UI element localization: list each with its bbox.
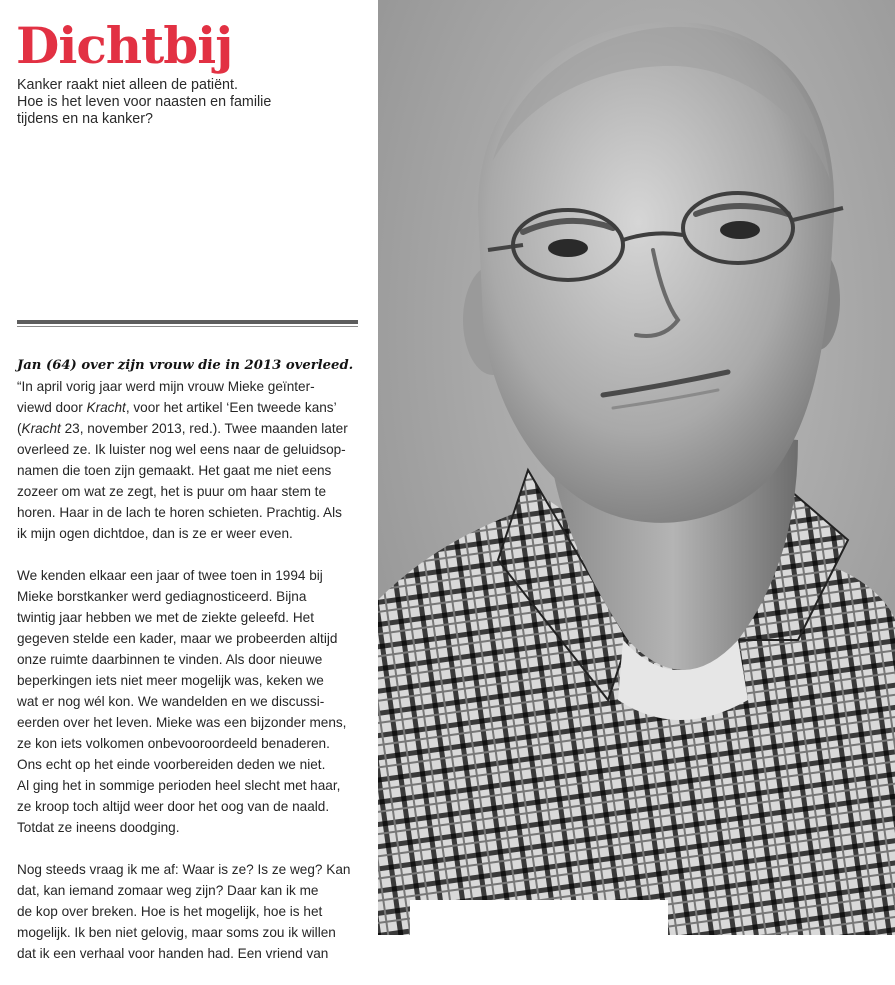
text-line: ik mijn ogen dichtdoe, dan is ze er weer even. — [17, 526, 293, 541]
text-line: Totdat ze ineens doodging. — [17, 820, 180, 835]
magazine-name: Kracht — [21, 421, 61, 436]
text-line: beperkingen iets niet meer mogelijk was, keken we — [17, 673, 324, 688]
text-line: onze ruimte daarbinnen te vinden. Als door nieuwe — [17, 652, 323, 667]
paragraph-3 — [17, 859, 367, 964]
portrait-illustration — [378, 0, 895, 935]
text-line: eerden over het leven. Mieke was een bijzonder mens, — [17, 715, 347, 730]
text-line: dat ik een verhaal voor handen had. Een vriend van — [17, 946, 329, 961]
text-line: Nog steeds vraag ik me af: Waar is ze? Is ze weg? Kan — [17, 862, 351, 877]
text-line: mogelijk. Ik ben niet gelovig, maar soms zou ik willen — [17, 925, 336, 940]
magazine-name: Kracht — [86, 400, 126, 415]
caption-placeholder — [410, 900, 668, 935]
section-title: Dichtbij — [16, 16, 233, 75]
text-line: We kenden elkaar een jaar of twee toen in 1994 bij — [17, 568, 323, 583]
article-body — [17, 355, 367, 985]
text-line: de kop over breken. Hoe is het mogelijk, hoe is het — [17, 904, 323, 919]
paragraph-1 — [17, 376, 367, 544]
text-line: zozeer om wat ze zegt, het is puur om haar stem te — [17, 484, 327, 499]
text-line: Al ging het in sommige perioden heel slecht met haar, — [17, 778, 341, 793]
portrait-photo — [378, 0, 895, 935]
text-line: namen die toen zijn gemaakt. Het gaat me niet eens — [17, 463, 332, 478]
text-line: Ons echt op het einde voorbereiden deden we niet. — [17, 757, 326, 772]
section-intro — [17, 77, 367, 128]
text-line: horen. Haar in de lach te horen schieten. Prachtig. Als — [17, 505, 342, 520]
text-line: gegeven stelde een kader, maar we probeerden altijd — [17, 631, 338, 646]
text-line: ze kroop toch altijd weer door het oog van de naald. — [17, 799, 330, 814]
intro-line: tijdens en na kanker? — [17, 111, 153, 127]
text-line: twintig jaar hebben we met de ziekte geleefd. Het — [17, 610, 314, 625]
text-line: (Kracht 23, november 2013, red.). Twee maanden later — [17, 421, 348, 436]
intro-line: Kanker raakt niet alleen de patiënt. — [17, 77, 238, 93]
text-line: wat er nog wél kon. We wandelden en we discussi- — [17, 694, 325, 709]
text-line: dat, kan iemand zomaar weg zijn? Daar kan ik me — [17, 883, 319, 898]
text-line: ze kon iets volkomen onbevooroordeeld benaderen. — [17, 736, 330, 751]
text-line: “In april vorig jaar werd mijn vrouw Mieke geïnter- — [17, 379, 315, 394]
text-column — [0, 0, 378, 961]
text-line: viewd door Kracht, voor het artikel ‘Een tweede kans’ — [17, 400, 337, 415]
divider-rule-thin — [17, 326, 358, 327]
text-line: Mieke borstkanker werd gediagnosticeerd. Bijna — [17, 589, 307, 604]
paragraph-2 — [17, 565, 367, 838]
divider-rule — [17, 320, 358, 324]
intro-line: Hoe is het leven voor naasten en familie — [17, 94, 272, 110]
article-lead: Jan (64) over zijn vrouw die in 2013 overleed. — [17, 358, 354, 373]
text-line: overleed ze. Ik luister nog wel eens naar de geluidsop- — [17, 442, 346, 457]
